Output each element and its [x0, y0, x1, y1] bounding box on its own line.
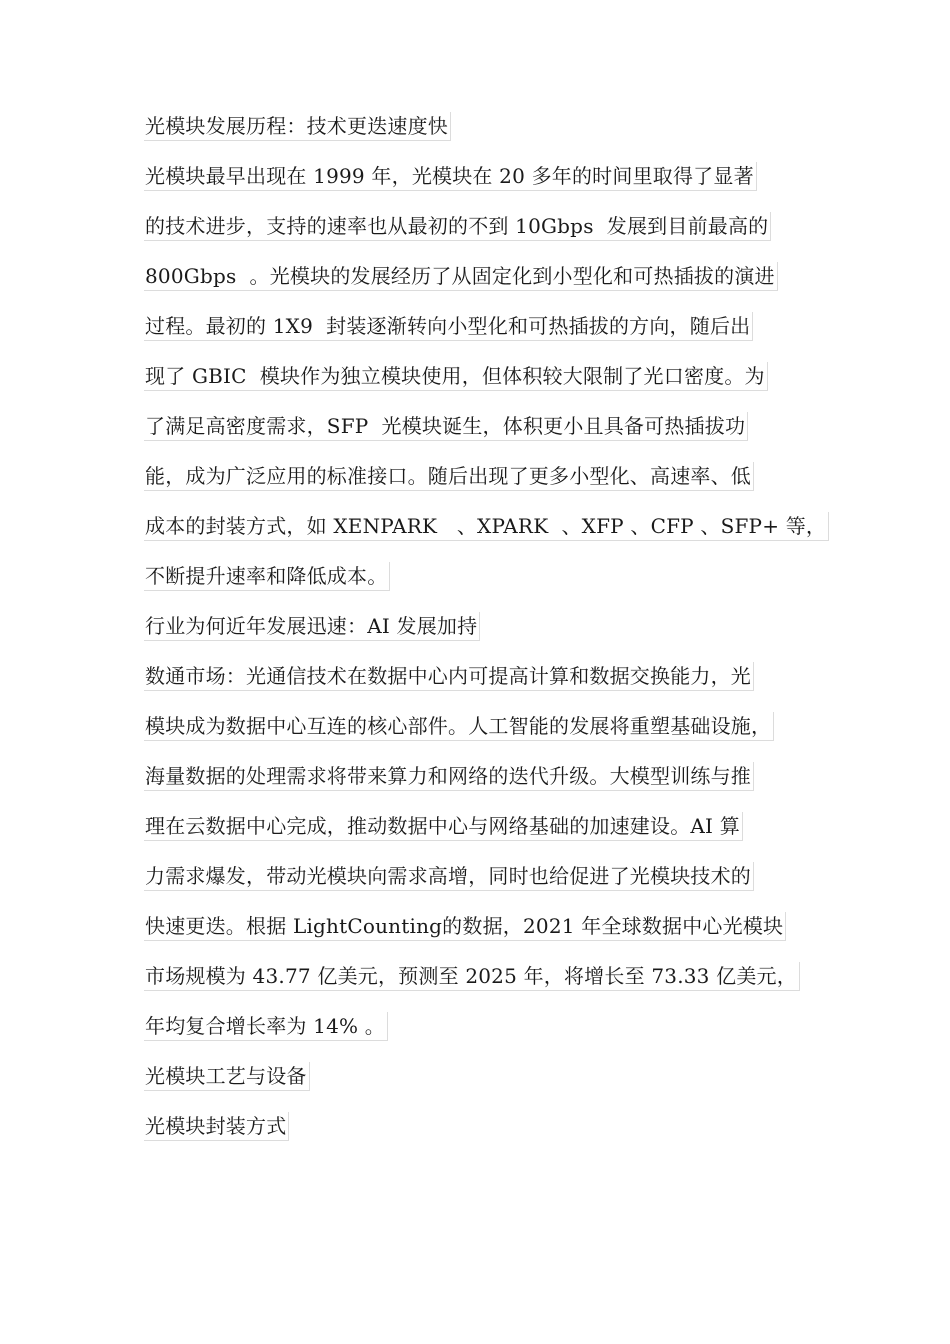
paragraph-line: 快速更迭。根据 LightCounting的数据，2021 年全球数据中心光模块: [144, 912, 786, 941]
paragraph-line: 光模块最早出现在 1999 年，光模块在 20 多年的时间里取得了显著: [144, 162, 757, 191]
paragraph-line: 力需求爆发，带动光模块向需求高增，同时也给促进了光模块技术的: [144, 862, 754, 891]
section-heading: 光模块发展历程：技术更迭速度快: [144, 112, 451, 141]
paragraph-line: 过程。最初的 1X9 封装逐渐转向小型化和可热插拔的方向，随后出: [144, 312, 753, 341]
paragraph-line: 现了 GBIC 模块作为独立模块使用，但体积较大限制了光口密度。为: [144, 362, 768, 391]
paragraph-line: 数通市场：光通信技术在数据中心内可提高计算和数据交换能力，光: [144, 662, 754, 691]
paragraph-line: 模块成为数据中心互连的核心部件。人工智能的发展将重塑基础设施，: [144, 712, 774, 741]
paragraph-line: 年均复合增长率为 14% 。: [144, 1012, 388, 1041]
paragraph-line: 的技术进步，支持的速率也从最初的不到 10Gbps 发展到目前最高的: [144, 212, 771, 241]
section-heading: 光模块工艺与设备: [144, 1062, 310, 1091]
paragraph-line: 了满足高密度需求，SFP 光模块诞生，体积更小且具备可热插拔功: [144, 412, 748, 441]
section-heading: 光模块封装方式: [144, 1112, 289, 1141]
paragraph-line: 不断提升速率和降低成本。: [144, 562, 390, 591]
paragraph-line: 市场规模为 43.77 亿美元，预测至 2025 年，将增长至 73.33 亿美元，: [144, 962, 800, 991]
paragraph-line: 海量数据的处理需求将带来算力和网络的迭代升级。大模型训练与推: [144, 762, 754, 791]
paragraph-line: 理在云数据中心完成，推动数据中心与网络基础的加速建设。AI 算: [144, 812, 743, 841]
paragraph-line: 能，成为广泛应用的标准接口。随后出现了更多小型化、高速率、低: [144, 462, 754, 491]
paragraph-line: 800Gbps 。光模块的发展经历了从固定化到小型化和可热插拔的演进: [144, 262, 778, 291]
document-page: [144, 112, 834, 1162]
section-heading: 行业为何近年发展迅速：AI 发展加持: [144, 612, 480, 641]
paragraph-line: 成本的封装方式，如 XENPARK 、XPARK 、XFP 、CFP 、SFP+ 等，: [144, 512, 829, 541]
